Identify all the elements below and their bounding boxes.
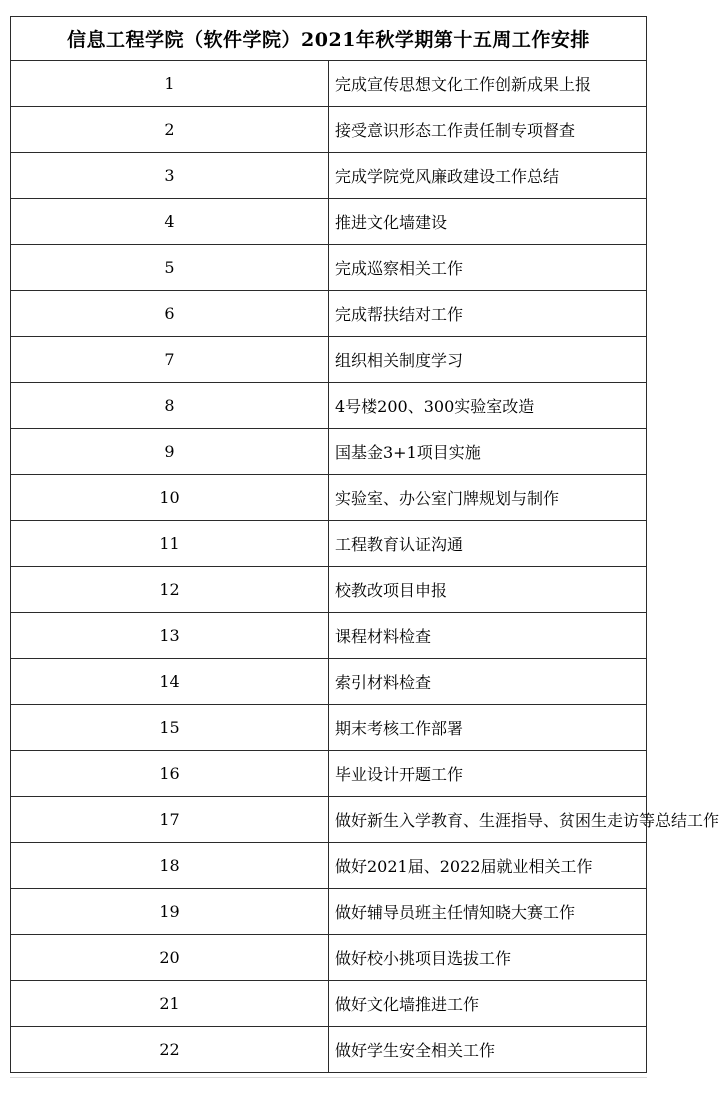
row-number: 2 bbox=[11, 107, 329, 153]
table-row bbox=[11, 751, 647, 797]
row-task: 做好辅导员班主任情知晓大赛工作 bbox=[329, 889, 647, 935]
row-number: 11 bbox=[11, 521, 329, 567]
row-task: 做好校小挑项目选拔工作 bbox=[329, 935, 647, 981]
row-task: 完成巡察相关工作 bbox=[329, 245, 647, 291]
table-row bbox=[11, 521, 647, 567]
row-task: 推进文化墙建设 bbox=[329, 199, 647, 245]
row-task: 毕业设计开题工作 bbox=[329, 751, 647, 797]
row-task: 工程教育认证沟通 bbox=[329, 521, 647, 567]
table-row bbox=[11, 337, 647, 383]
row-task: 做好新生入学教育、生涯指导、贫困生走访等总结工作 bbox=[329, 797, 647, 843]
row-task: 做好2021届、2022届就业相关工作 bbox=[329, 843, 647, 889]
row-task: 实验室、办公室门牌规划与制作 bbox=[329, 475, 647, 521]
table-row bbox=[11, 107, 647, 153]
row-number: 5 bbox=[11, 245, 329, 291]
row-number: 19 bbox=[11, 889, 329, 935]
work-schedule-table bbox=[10, 16, 719, 1073]
table-row bbox=[11, 153, 647, 199]
row-number: 6 bbox=[11, 291, 329, 337]
row-number: 1 bbox=[11, 61, 329, 107]
row-number: 16 bbox=[11, 751, 329, 797]
row-task: 课程材料检查 bbox=[329, 613, 647, 659]
table-row bbox=[11, 797, 647, 843]
row-number: 4 bbox=[11, 199, 329, 245]
table-row bbox=[11, 659, 647, 705]
row-number: 7 bbox=[11, 337, 329, 383]
bottom-divider bbox=[10, 1077, 647, 1078]
table-row bbox=[11, 935, 647, 981]
row-number: 18 bbox=[11, 843, 329, 889]
table-row bbox=[11, 981, 647, 1027]
row-number: 3 bbox=[11, 153, 329, 199]
row-task: 完成宣传思想文化工作创新成果上报 bbox=[329, 61, 647, 107]
table-row bbox=[11, 475, 647, 521]
table-row bbox=[11, 429, 647, 475]
row-number: 14 bbox=[11, 659, 329, 705]
table-row bbox=[11, 1027, 647, 1073]
row-task: 接受意识形态工作责任制专项督查 bbox=[329, 107, 647, 153]
row-number: 12 bbox=[11, 567, 329, 613]
row-number: 8 bbox=[11, 383, 329, 429]
row-task: 国基金3+1项目实施 bbox=[329, 429, 647, 475]
row-number: 20 bbox=[11, 935, 329, 981]
row-number: 10 bbox=[11, 475, 329, 521]
row-task: 完成帮扶结对工作 bbox=[329, 291, 647, 337]
table-row bbox=[11, 291, 647, 337]
table-row bbox=[11, 613, 647, 659]
table-body bbox=[11, 17, 719, 1073]
table-row bbox=[11, 705, 647, 751]
row-task: 校教改项目申报 bbox=[329, 567, 647, 613]
row-task: 索引材料检查 bbox=[329, 659, 647, 705]
row-task: 完成学院党风廉政建设工作总结 bbox=[329, 153, 647, 199]
row-task: 4号楼200、300实验室改造 bbox=[329, 383, 647, 429]
row-number: 13 bbox=[11, 613, 329, 659]
table-row bbox=[11, 843, 647, 889]
row-number: 9 bbox=[11, 429, 329, 475]
row-task: 做好学生安全相关工作 bbox=[329, 1027, 647, 1073]
table-row bbox=[11, 383, 647, 429]
row-task: 做好文化墙推进工作 bbox=[329, 981, 647, 1027]
row-number: 21 bbox=[11, 981, 329, 1027]
row-task: 期末考核工作部署 bbox=[329, 705, 647, 751]
row-number: 15 bbox=[11, 705, 329, 751]
title-row bbox=[11, 17, 647, 61]
table-title: 信息工程学院（软件学院）2021年秋学期第十五周工作安排 bbox=[11, 17, 647, 61]
row-number: 17 bbox=[11, 797, 329, 843]
table-row bbox=[11, 199, 647, 245]
row-task: 组织相关制度学习 bbox=[329, 337, 647, 383]
table-row bbox=[11, 61, 647, 107]
row-number: 22 bbox=[11, 1027, 329, 1073]
table-row bbox=[11, 567, 647, 613]
table-row bbox=[11, 245, 647, 291]
table-row bbox=[11, 889, 647, 935]
